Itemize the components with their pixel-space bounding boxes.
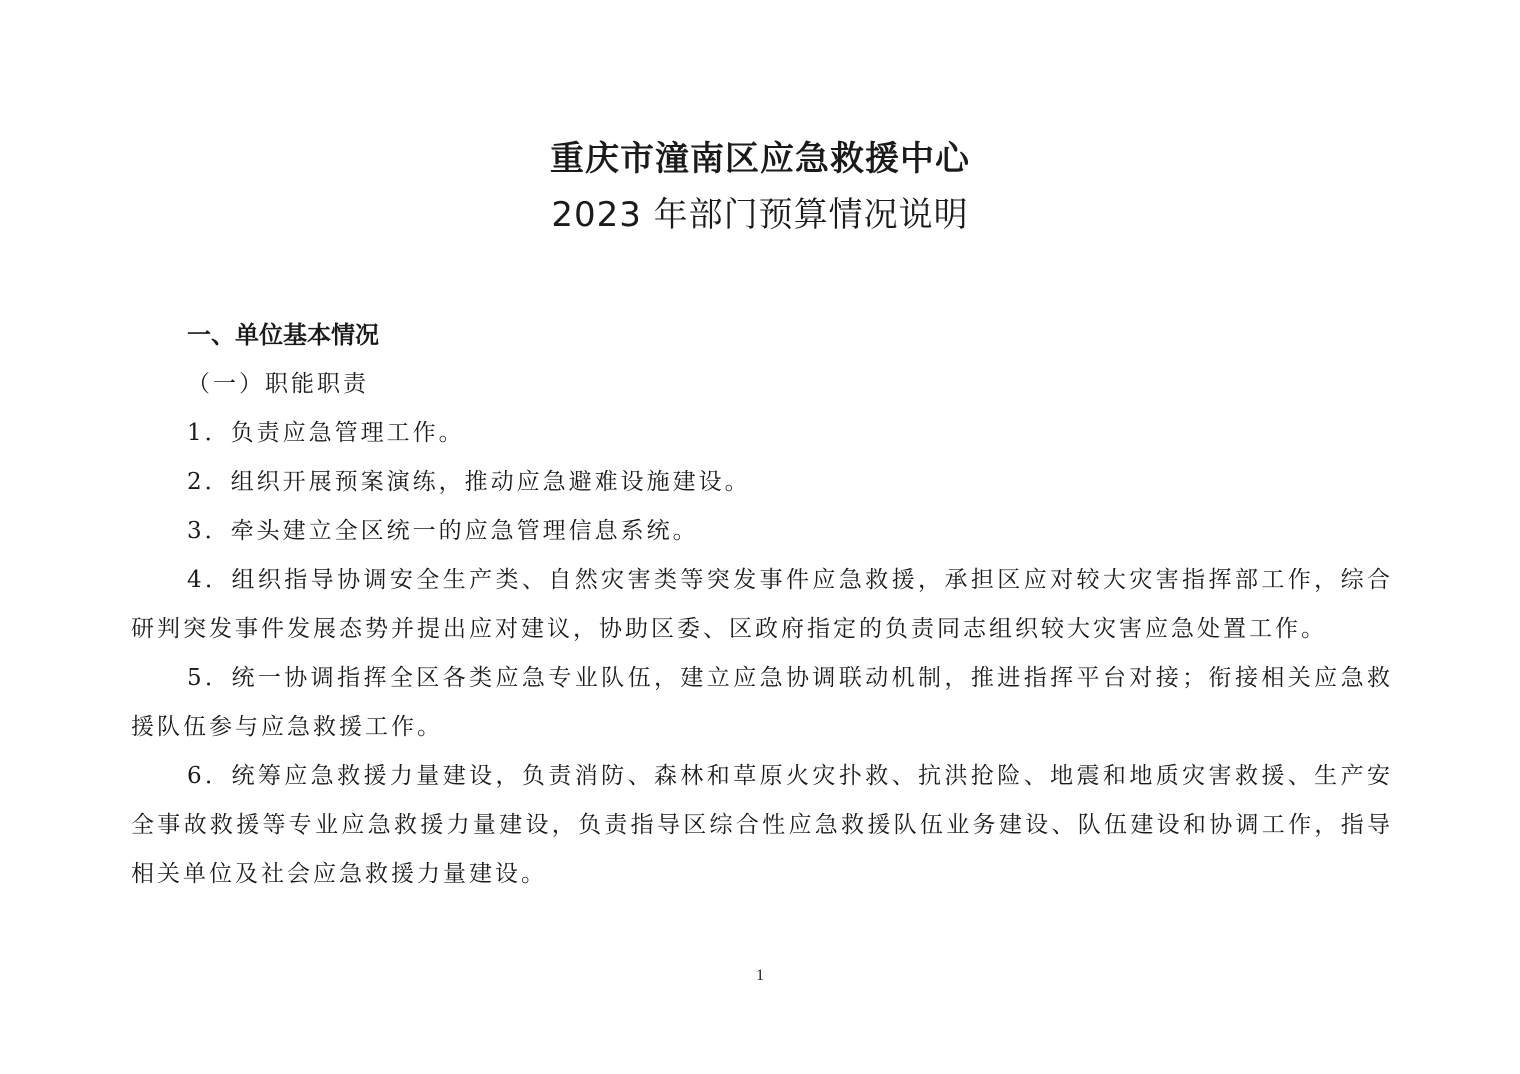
document-title: 重庆市潼南区应急救援中心 <box>550 139 970 179</box>
list-item: 1．负责应急管理工作。 <box>187 420 465 446</box>
list-item: 4．组织指导协调安全生产类、自然灾害类等突发事件应急救援，承担区应对较大灾害指挥部工作，综合研判突发事件发展态势并提出应对建议，协助区委、区政府指定的负责同志组织较大灾害应急处置工作。 <box>131 567 1393 642</box>
list-item: 2．组织开展预案演练，推动应急避难设施建设。 <box>187 469 751 495</box>
list-item: 5．统一协调指挥全区各类应急专业队伍，建立应急协调联动机制，推进指挥平台对接；衔接相关应急救援队伍参与应急救援工作。 <box>131 665 1393 740</box>
section-heading: 一、单位基本情况 <box>187 321 379 349</box>
document-body <box>131 310 1393 899</box>
subsection-heading: （一）职能职责 <box>187 371 369 397</box>
list-item: 6．统筹应急救援力量建设，负责消防、森林和草原火灾扑救、抗洪抢险、地震和地质灾害救援、生产安全事故救援等专业应急救援力量建设，负责指导区综合性应急救援队伍业务建设、队伍建设和协调工作，指导相关单位及社会应急救援力量建设。 <box>131 763 1393 887</box>
page-number: 1 <box>756 967 764 984</box>
document-subtitle: 2023 年部门预算情况说明 <box>551 195 969 235</box>
list-item: 3．牵头建立全区统一的应急管理信息系统。 <box>187 518 699 544</box>
